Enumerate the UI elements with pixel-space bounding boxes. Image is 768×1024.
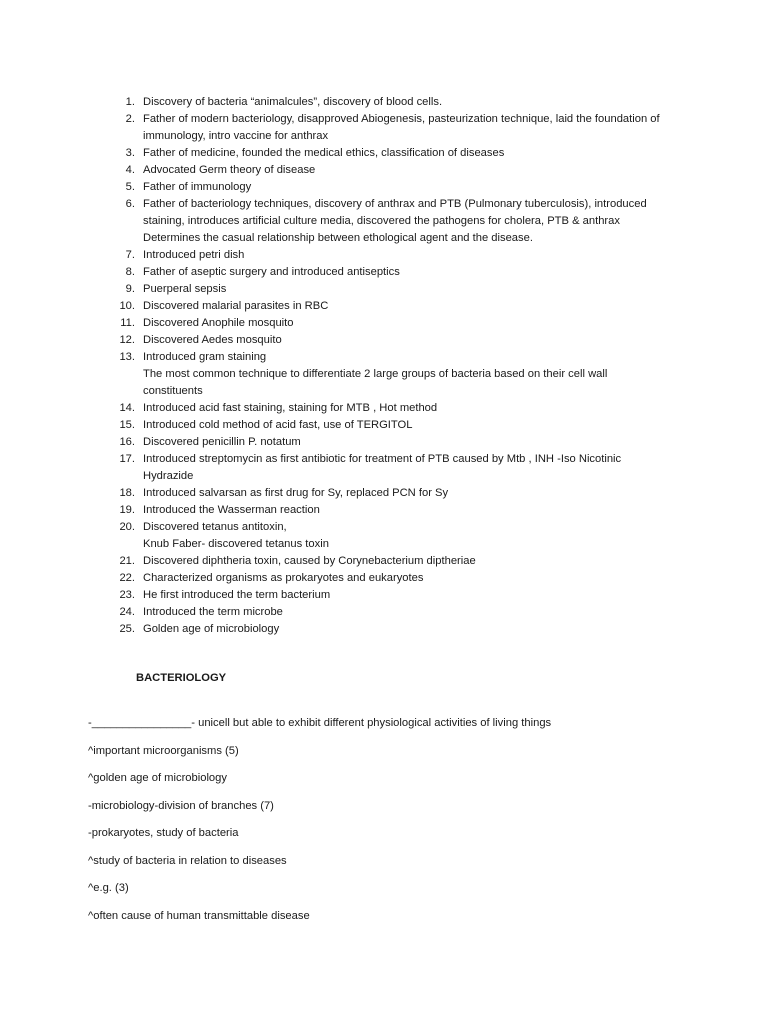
list-item-line: Father of aseptic surgery and introduced antiseptics <box>143 266 400 278</box>
list-item-text <box>135 485 688 502</box>
list-item <box>108 502 688 519</box>
list-item-text <box>135 111 688 145</box>
list-item-number: 18. <box>119 487 135 499</box>
list-item-number: 21. <box>119 555 135 567</box>
list-item-text <box>135 502 688 519</box>
list-item <box>108 519 688 553</box>
list-item-text <box>135 315 688 332</box>
list-item-number: 25. <box>119 623 135 635</box>
list-item <box>108 417 688 434</box>
list-item-number: 19. <box>119 504 135 516</box>
list-item-text <box>135 94 688 111</box>
list-item-line: staining, introduces artificial culture media, discovered the pathogens for cholera, PTB & anthrax <box>143 215 620 227</box>
list-item <box>108 570 688 587</box>
list-item-text <box>135 179 688 196</box>
list-item-text <box>135 349 688 400</box>
list-item <box>108 553 688 570</box>
list-item-number: 23. <box>119 589 135 601</box>
list-item-text <box>135 519 688 553</box>
list-item-line: Father of bacteriology techniques, discovery of anthrax and PTB (Pulmonary tuberculosis), introduced <box>143 198 647 210</box>
list-item <box>108 332 688 349</box>
list-item-line: Introduced the Wasserman reaction <box>143 504 320 516</box>
list-item-line: Discovered penicillin P. notatum <box>143 436 301 448</box>
list-item-text <box>135 247 688 264</box>
list-item-text <box>135 196 688 247</box>
list-item-line: Hydrazide <box>143 470 194 482</box>
list-item <box>108 281 688 298</box>
list-item <box>108 298 688 315</box>
list-item-line: Characterized organisms as prokaryotes and eukaryotes <box>143 572 424 584</box>
list-item-number: 3. <box>125 147 135 159</box>
list-item-number: 10. <box>119 300 135 312</box>
notes-block <box>88 715 708 935</box>
list-item <box>108 485 688 502</box>
list-item-line: constituents <box>143 385 203 397</box>
list-item-number: 22. <box>119 572 135 584</box>
list-item-text <box>135 587 688 604</box>
list-item-number: 11. <box>120 317 135 329</box>
list-item-text <box>135 281 688 298</box>
list-item-number: 14. <box>119 402 135 414</box>
list-item-number: 4. <box>125 164 135 176</box>
list-item-line: Introduced the term microbe <box>143 606 283 618</box>
note-line: ^often cause of human transmittable disease <box>88 909 310 922</box>
list-item-number: 5. <box>125 181 135 193</box>
list-item-line: Introduced streptomycin as first antibiotic for treatment of PTB caused by Mtb , INH -Iso Nicotinic <box>143 453 622 465</box>
note-line: ^important microorganisms (5) <box>88 744 239 757</box>
list-item-number: 24. <box>119 606 135 618</box>
note-line: ^study of bacteria in relation to diseases <box>88 854 287 867</box>
list-item-text <box>135 145 688 162</box>
list-item-line: Discovered tetanus antitoxin, <box>143 521 287 533</box>
list-item <box>108 621 688 638</box>
list-item <box>108 604 688 621</box>
list-item-text <box>135 162 688 179</box>
list-item <box>108 434 688 451</box>
list-item-number: 7. <box>125 249 135 261</box>
note-line: -microbiology-division of branches (7) <box>88 799 274 812</box>
list-item <box>108 400 688 417</box>
list-item <box>108 179 688 196</box>
list-item-text <box>135 604 688 621</box>
list-item <box>108 111 688 145</box>
list-item-number: 2. <box>125 113 135 125</box>
list-item <box>108 315 688 332</box>
list-item-line: Introduced acid fast staining, staining for MTB , Hot method <box>143 402 438 414</box>
list-item-line: Knub Faber- discovered tetanus toxin <box>143 538 329 550</box>
list-item-text <box>135 400 688 417</box>
list-item-line: immunology, intro vaccine for anthrax <box>143 130 329 142</box>
list-item-line: Discovered Aedes mosquito <box>143 334 282 346</box>
list-item-number: 8. <box>125 266 135 278</box>
list-item-line: He first introduced the term bacterium <box>143 589 331 601</box>
list-item-line: Puerperal sepsis <box>143 283 227 295</box>
list-item-line: Father of medicine, founded the medical ethics, classification of diseases <box>143 147 505 159</box>
list-item <box>108 145 688 162</box>
list-item <box>108 349 688 400</box>
list-item-line: Father of immunology <box>143 181 252 193</box>
list-item-number: 20. <box>119 521 135 533</box>
list-item-number: 16. <box>119 436 135 448</box>
list-item-text <box>135 332 688 349</box>
list-item <box>108 264 688 281</box>
list-item-text <box>135 434 688 451</box>
list-item-line: Discovered malarial parasites in RBC <box>143 300 329 312</box>
list-item-line: Introduced gram staining <box>143 351 267 363</box>
list-item-line: Discovered diphtheria toxin, caused by Corynebacterium diptheriae <box>143 555 476 567</box>
list-item-text <box>135 417 688 434</box>
list-item-line: Father of modern bacteriology, disapproved Abiogenesis, pasteurization technique, laid the foundation of <box>143 113 660 125</box>
list-item-line: Introduced petri dish <box>143 249 245 261</box>
list-item-line: Introduced salvarsan as first drug for Sy, replaced PCN for Sy <box>143 487 449 499</box>
list-item <box>108 451 688 485</box>
list-item <box>108 196 688 247</box>
list-item-number: 1. <box>125 96 135 108</box>
list-item-text <box>135 298 688 315</box>
list-item-line: Introduced cold method of acid fast, use of TERGITOL <box>143 419 413 431</box>
numbered-list <box>108 94 688 638</box>
note-line: -________________- unicell but able to exhibit different physiological activities of living things <box>88 717 552 729</box>
note-line: -prokaryotes, study of bacteria <box>88 827 239 839</box>
list-item-text <box>135 451 688 485</box>
note-line: ^e.g. (3) <box>88 882 129 894</box>
list-item-line: Golden age of microbiology <box>143 623 280 635</box>
list-item-text <box>135 570 688 587</box>
list-item-number: 17. <box>119 453 135 465</box>
note-line: ^golden age of microbiology <box>88 772 227 784</box>
section-heading: BACTERIOLOGY <box>136 672 227 684</box>
list-item-line: The most common technique to differentiate 2 large groups of bacteria based on their cell wall <box>143 368 608 380</box>
list-item-line: Determines the casual relationship between ethological agent and the disease. <box>143 232 533 244</box>
list-item-number: 6. <box>125 198 135 210</box>
list-item-line: Advocated Germ theory of disease <box>143 164 316 176</box>
list-item-text <box>135 621 688 638</box>
list-item <box>108 94 688 111</box>
list-item-line: Discovery of bacteria “animalcules”, discovery of blood cells. <box>143 96 443 108</box>
list-item <box>108 162 688 179</box>
list-item-number: 12. <box>119 334 135 346</box>
list-item-text <box>135 264 688 281</box>
list-item <box>108 587 688 604</box>
list-item-number: 15. <box>119 419 135 431</box>
list-item-text <box>135 553 688 570</box>
list-item-number: 13. <box>119 351 135 363</box>
list-item <box>108 247 688 264</box>
list-item-line: Discovered Anophile mosquito <box>143 317 294 329</box>
list-item-number: 9. <box>125 283 135 295</box>
